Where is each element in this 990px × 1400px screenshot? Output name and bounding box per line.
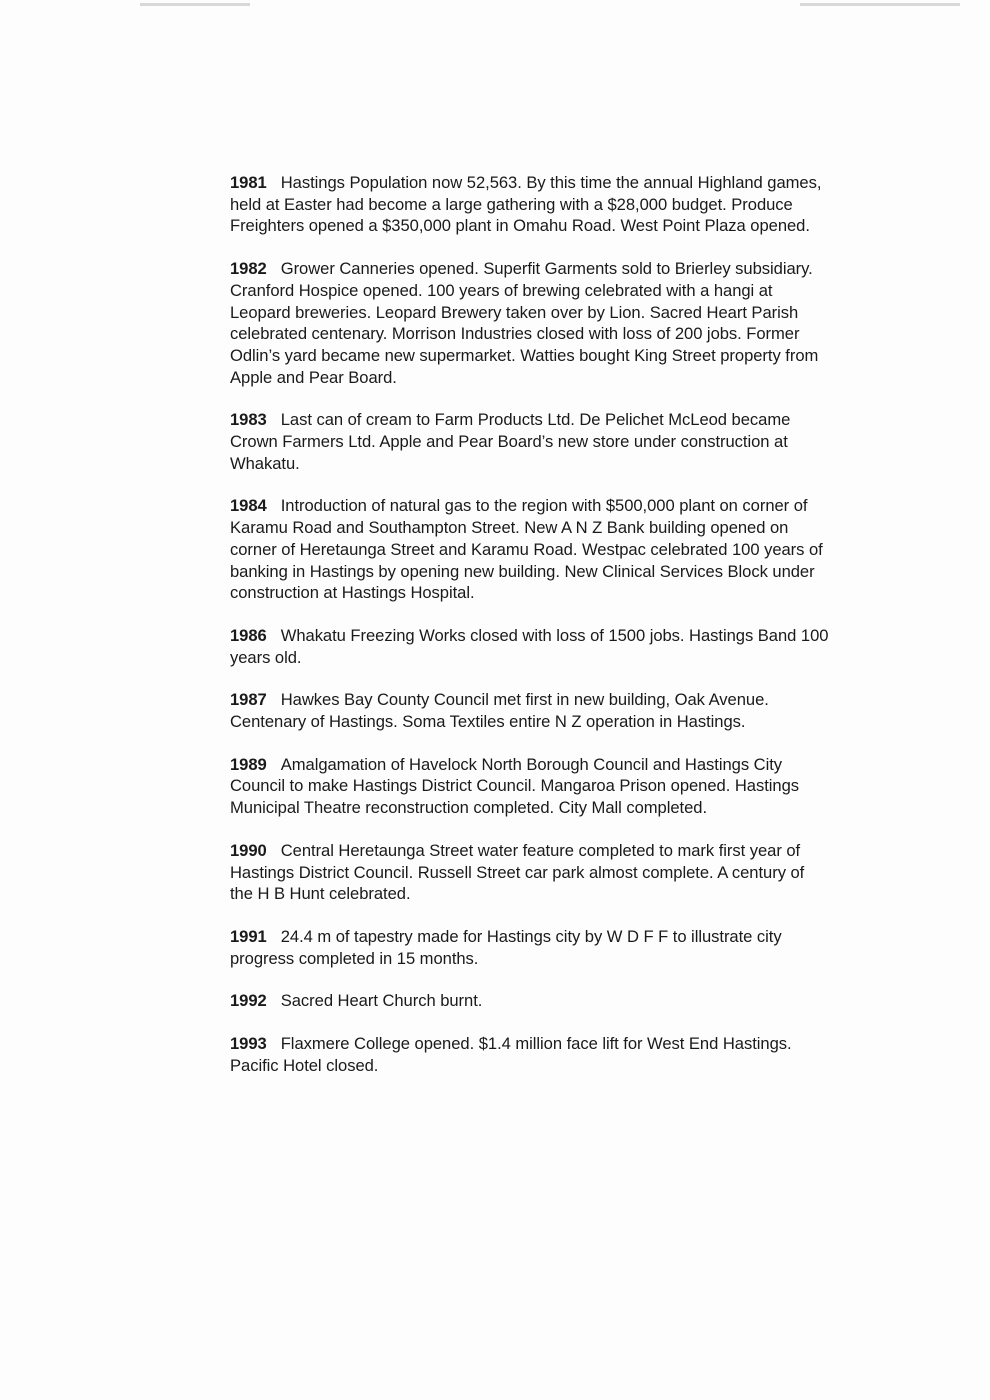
entry-text: Grower Canneries opened. Superfit Garments sold to Brierley subsidiary. Cranford Hospice opened. 100 years of brewing celebrated with a hangi at Leopard breweries. Leopard Brewery taken over by Lion. Sacred Heart Parish celebrated centenary. Morrison Industries closed with loss of 200 jobs. Former Odlin’s yard became new supermarket. Watties bought King Street property from Apple and Pear Board.	[230, 259, 819, 387]
timeline-entry	[230, 689, 830, 732]
timeline-entry	[230, 625, 830, 668]
scan-artifact	[800, 3, 960, 6]
timeline-entry	[230, 495, 830, 604]
timeline-entry	[230, 258, 830, 388]
timeline-entry	[230, 926, 830, 969]
entry-text: Flaxmere College opened. $1.4 million face lift for West End Hastings. Pacific Hotel closed.	[230, 1034, 792, 1075]
scan-artifact	[140, 3, 250, 6]
entry-year: 1982	[230, 259, 267, 279]
entry-year: 1987	[230, 690, 267, 710]
entry-year: 1991	[230, 926, 267, 946]
entry-year: 1990	[230, 840, 267, 860]
entry-year: 1992	[230, 991, 267, 1011]
timeline-entry	[230, 754, 830, 819]
entry-text: Hawkes Bay County Council met first in new building, Oak Avenue. Centenary of Hastings. Soma Textiles entire N Z operation in Hastings.	[230, 690, 769, 732]
entry-text: Sacred Heart Church burnt.	[280, 991, 483, 1011]
timeline-entry	[230, 990, 830, 1012]
entry-text: Whakatu Freezing Works closed with loss of 1500 jobs. Hastings Band 100 years old.	[230, 625, 829, 667]
timeline-entry	[230, 172, 830, 237]
entry-text: Hastings Population now 52,563. By this time the annual Highland games, held at Easter had become a large gathering with a $28,000 budget. Produce Freighters opened a $350,000 plant in Omahu Road. West Point Plaza opened.	[230, 173, 822, 236]
entry-year: 1986	[230, 625, 267, 645]
timeline	[230, 172, 830, 1098]
timeline-entry	[230, 409, 830, 474]
timeline-entry	[230, 840, 830, 905]
entry-text: Central Heretaunga Street water feature completed to mark first year of Hastings District Council. Russell Street car park almost complete. A century of the H B Hunt celebrated.	[230, 840, 805, 904]
entry-text: Introduction of natural gas to the region with $500,000 plant on corner of Karamu Road and Southampton Street. New A N Z Bank building opened on corner of Heretaunga Street and Karamu Road. Westpac celebrated 100 years of banking in Hastings by opening new building. New Clinical Services Block under construction at Hastings Hospital.	[230, 496, 823, 603]
entry-year: 1993	[230, 1034, 267, 1054]
entry-text: Last can of cream to Farm Products Ltd. De Pelichet McLeod became Crown Farmers Ltd. Apple and Pear Board’s new store under construction at Whakatu.	[230, 410, 791, 473]
entry-text: 24.4 m of tapestry made for Hastings city by W D F F to illustrate city progress completed in 15 months.	[230, 926, 782, 968]
entry-text: Amalgamation of Havelock North Borough Council and Hastings City Council to make Hastings District Council. Mangaroa Prison opened. Hastings Municipal Theatre reconstruction completed. City Mall completed.	[230, 754, 800, 818]
entry-year: 1989	[230, 754, 267, 774]
timeline-entry	[230, 1033, 830, 1076]
entry-year: 1984	[230, 496, 267, 516]
entry-year: 1981	[230, 173, 267, 192]
entry-year: 1983	[230, 410, 267, 430]
